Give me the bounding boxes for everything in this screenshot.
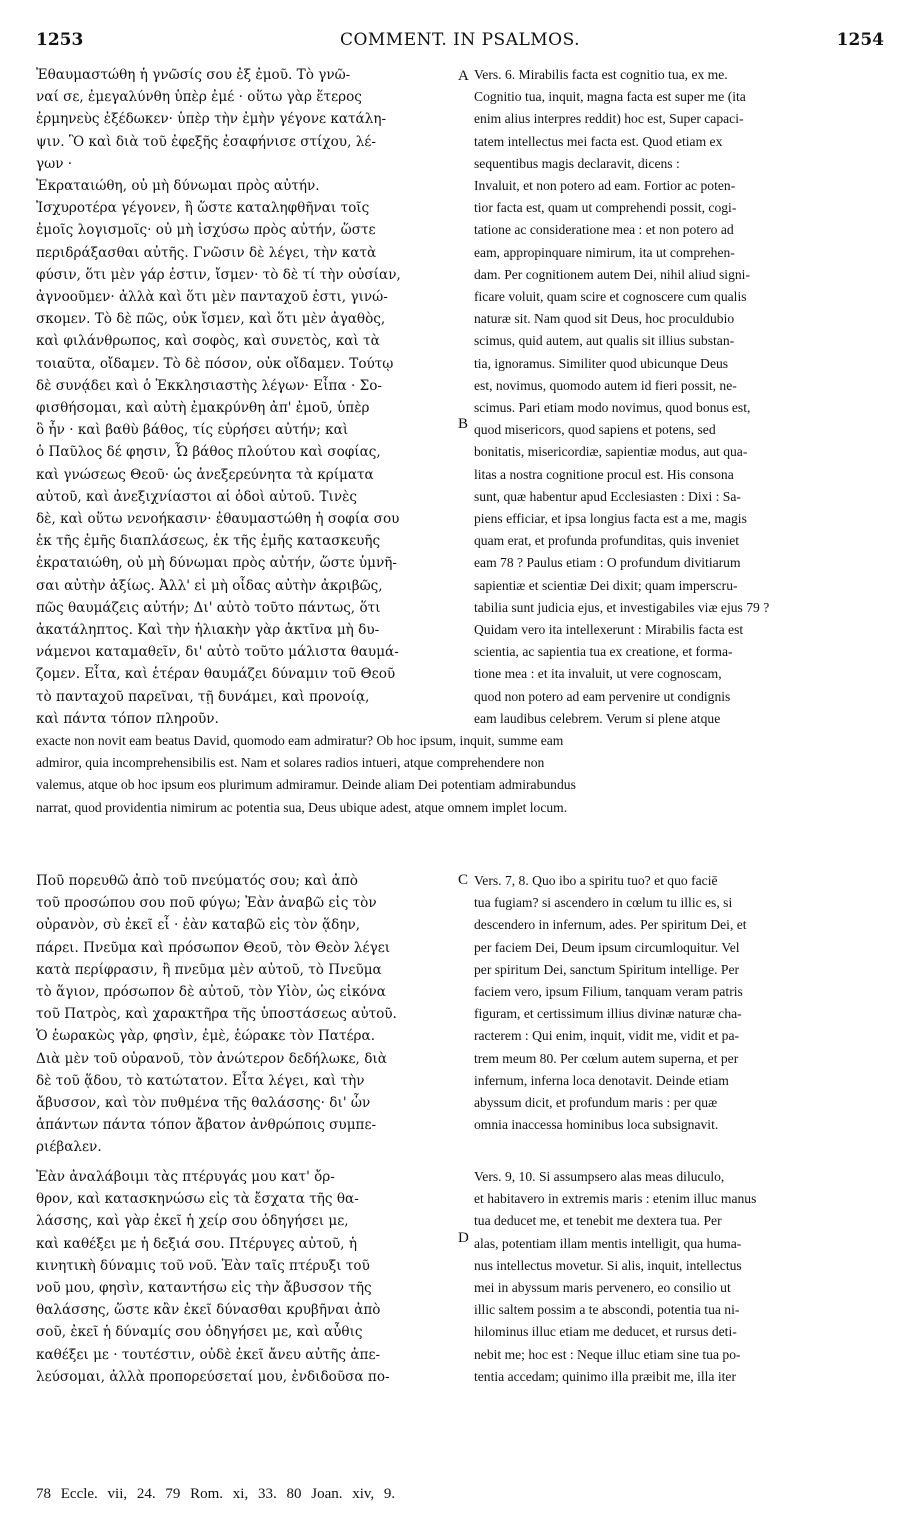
text-line: Vers. 6. Mirabilis facta est cognitio tua, ex me. bbox=[474, 67, 728, 82]
text-line: πάρει. Πνεῦμα καὶ πρόσωπον Θεοῦ, τὸν Θεὸν λέγει bbox=[36, 939, 391, 956]
text-line: τὸ πανταχοῦ παρεῖναι, τῇ δυνάμει, καὶ προνοίᾳ, bbox=[36, 688, 370, 705]
text-line: Vers. 9, 10. Si assumpsero alas meas diluculo, bbox=[474, 1169, 725, 1184]
text-line: δὲ συνᾴδει καὶ ὁ Ἐκκλησιαστὴς λέγων· Εἶπα · Σο- bbox=[36, 377, 383, 394]
page-header bbox=[36, 30, 884, 58]
footnotes: 78 Eccle. vii, 24. 79 Rom. xi, 33. 80 Joan. xiv, 9. bbox=[36, 1486, 396, 1502]
margin-marker-d: D bbox=[458, 1230, 469, 1246]
text-line: dam. Per cognitionem autem Dei, nihil aliud signi- bbox=[474, 266, 750, 282]
text-line: scimus. Pari etiam modo novimus, quod bonus est, bbox=[474, 400, 751, 416]
text-line: enim alius interpres reddit) hoc est, Super capaci- bbox=[474, 111, 744, 127]
text-line: quod non potero ad eam pervenire ut condignis bbox=[474, 688, 731, 704]
text-line: τὸ ἅγιον, πρόσωπον δὲ αὐτοῦ, τὸν Υἱὸν, ὡς εἰκόνα bbox=[36, 984, 386, 1001]
text-line: nus intellectus movetur. Si alis, inquit, intellectus bbox=[474, 1257, 742, 1273]
text-line: καὶ πάντα τόπον πληροῦν. bbox=[36, 710, 219, 727]
full-width-latin-block bbox=[36, 730, 884, 819]
text-line: Ἐὰν ἀναλάβοιμι τὰς πτέρυγάς μου κατ' ὄρ- bbox=[36, 1169, 335, 1185]
text-line: Ὁ ἑωρακὼς γὰρ, φησὶν, ἐμὲ, ἑώρακε τὸν Πατέρα. bbox=[36, 1028, 376, 1045]
text-line: Ἐκραταιώθη, οὐ μὴ δύνωμαι πρὸς αὐτήν. bbox=[36, 178, 320, 195]
latin-column-block-3 bbox=[474, 1166, 884, 1388]
text-line: et habitavero in extremis maris : etenim illuc manus bbox=[474, 1191, 757, 1207]
text-line: eam, appropinquare nimirum, ita ut comprehen- bbox=[474, 244, 735, 260]
greek-column-block-3 bbox=[36, 1166, 456, 1388]
text-line: ἐκραταιώθη, οὐ μὴ δύνωμαι πρὸς αὐτήν, ὥστε ὑμνῆ- bbox=[36, 555, 397, 572]
text-line: ἀγνοοῦμεν· ἀλλὰ καὶ ὅτι μὲν πανταχοῦ ἐστι, γινώ- bbox=[36, 289, 388, 306]
text-line: tatem intellectus mei facta est. Quod etiam ex bbox=[474, 133, 723, 149]
text-line: alas, potentiam illam mentis intelligit, qua huma- bbox=[474, 1235, 742, 1251]
text-line: exacte non novit eam beatus David, quomodo eam admiratur? Ob hoc ipsum, inquit, summe eam bbox=[36, 733, 564, 748]
text-line: tabilia sunt judicia ejus, et investigabiles viæ ejus 79 ? bbox=[474, 599, 770, 615]
text-line: ἐμοῖς λογισμοῖς· οὐ μὴ ἰσχύσω πρὸς αὐτήν, ὥστε bbox=[36, 222, 376, 239]
text-line: οὐρανὸν, σὺ ἐκεῖ εἶ · ἐὰν καταβῶ εἰς τὸν ᾅδην, bbox=[36, 917, 361, 934]
text-line: τοῦ προσώπου σου ποῦ φύγω; Ἐὰν ἀναβῶ εἰς τὸν bbox=[36, 895, 377, 912]
latin-column-block-1 bbox=[474, 64, 884, 730]
text-line: scimus, quid autem, aut qualis sit illius substan- bbox=[474, 333, 735, 349]
text-line: ζομεν. Εἶτα, καὶ ἑτέραν θαυμάζει δύναμιν τοῦ Θεοῦ bbox=[36, 666, 396, 683]
text-line: τοῦ Πατρὸς, καὶ χαρακτῆρα τῆς ὑποστάσεως αὐτοῦ. bbox=[36, 1006, 397, 1023]
text-line: ἑρμηνεὺς ἐξέδωκεν· ὑπὲρ τὴν ἐμὴν γέγονε κατάλη- bbox=[36, 111, 387, 128]
text-line: Ἐθαυμαστώθη ἡ γνῶσίς σου ἐξ ἐμοῦ. Τὸ γνῶ- bbox=[36, 67, 351, 83]
text-line: admiror, quia incomprehensibilis est. Nam et solares radios intueri, atque comprehendere non bbox=[36, 755, 545, 771]
text-line: καθέξει με · τουτέστιν, οὐδὲ ἐκεῖ ἄνευ αὐτῆς ἀπε- bbox=[36, 1346, 381, 1363]
text-line: per spiritum Dei, sanctum Spiritum intellige. Per bbox=[474, 961, 740, 977]
text-line: naturæ sit. Nam quod sit Deus, hoc proculdubio bbox=[474, 311, 735, 327]
text-line: σαι αὐτὴν ἀξίως. Ἀλλ' εἰ μὴ οἶδας αὐτὴν ἀκριβῶς, bbox=[36, 577, 383, 594]
page-number-right: 1254 bbox=[836, 30, 884, 50]
text-line: mei in abyssum maris pervenero, eo consilio ut bbox=[474, 1280, 731, 1296]
margin-marker-c: C bbox=[458, 872, 469, 888]
text-line: piens efficiar, et ipsa longius facta est a me, magis bbox=[474, 511, 747, 527]
text-line: ψιν. Ὃ καὶ διὰ τοῦ ἐφεξῆς ἐσαφήνισε στίχου, λέ- bbox=[36, 133, 376, 150]
text-line: trem meum 80. Per cœlum autem superna, et per bbox=[474, 1050, 739, 1066]
text-line: valemus, atque ob hoc ipsum eos plurimum admiramur. Deinde aliam Dei potentiam admirabundus bbox=[36, 777, 576, 793]
text-line: κινητικὴ δύναμις τοῦ νοῦ. Ἐὰν ταῖς πτέρυξι τοῦ bbox=[36, 1257, 370, 1274]
text-line: γων · bbox=[36, 155, 73, 172]
text-line: σκομεν. Τὸ δὲ πῶς, οὐκ ἴσμεν, καὶ ὅτι μὲν ἀγαθὸς, bbox=[36, 311, 386, 328]
page-number-left: 1253 bbox=[36, 30, 84, 50]
text-line: δὲ τοῦ ᾅδου, τὸ κατώτατον. Εἶτα λέγει, καὶ τὴν bbox=[36, 1072, 365, 1089]
text-line: eam laudibus celebrem. Verum si plene atque bbox=[474, 710, 721, 726]
text-line: tentia accedam; quinimo illa præibit me, illa iter bbox=[474, 1368, 736, 1384]
text-line: νοῦ μου, φησὶν, καταντήσω εἰς τὴν ἄβυσσον τῆς bbox=[36, 1280, 372, 1297]
text-line: tior facta est, quam ut comprehendi possit, cogi- bbox=[474, 200, 737, 216]
text-line: ριέβαλεν. bbox=[36, 1139, 102, 1156]
text-line: eam 78 ? Paulus etiam : O profundum divitiarum bbox=[474, 555, 741, 571]
text-line: narrat, quod providentia nimirum ac potentia sua, Deus ubique adest, atque omnem implet locum. bbox=[36, 799, 568, 815]
text-line: αὐτοῦ, καὶ ἀνεξιχνίαστοι αἱ ὁδοὶ αὐτοῦ. Τινὲς bbox=[36, 488, 357, 505]
text-line: λεύσομαι, ἀλλὰ προπορεύσεταί μου, ἐνδιδοῦσα πο- bbox=[36, 1368, 390, 1385]
text-line: ἀκατάληπτος. Καὶ τὴν ἡλιακὴν γὰρ ἀκτῖνα μὴ δυ- bbox=[36, 622, 380, 639]
text-line: quod misericors, quod sapiens et potens, sed bbox=[474, 422, 716, 438]
text-line: δὲ, καὶ οὕτω νενοήκασιν· ἐθαυμαστώθη ἡ σοφία σου bbox=[36, 511, 400, 528]
text-line: descendero in infernum, ades. Per spiritum Dei, et bbox=[474, 917, 747, 933]
text-line: quam erat, et profunda profunditas, quis inveniet bbox=[474, 533, 740, 549]
text-line: Cognitio tua, inquit, magna facta est super me (ita bbox=[474, 89, 746, 105]
text-line: sapientiæ et scientiæ Dei dixit; quam imperscru- bbox=[474, 577, 738, 593]
text-line: tua fugiam? si ascendero in cœlum tu illic es, si bbox=[474, 895, 733, 911]
text-line: figuram, et certissimum illius divinæ naturæ cha- bbox=[474, 1006, 742, 1022]
text-line: racterem : Qui enim, inquit, vidit me, vidit et pa- bbox=[474, 1028, 740, 1044]
text-line: infernum, inferna loca denotavit. Deinde etiam bbox=[474, 1072, 729, 1088]
text-line: ἁπάντων πάντα τόπον ἄβατον ἀνθρώποις συμπε- bbox=[36, 1117, 377, 1134]
latin-column-block-2 bbox=[474, 870, 884, 1136]
text-line: θρον, καὶ κατασκηνώσω εἰς τὰ ἔσχατα τῆς θα- bbox=[36, 1191, 359, 1208]
text-line: ὃ ἦν · καὶ βαθὺ βάθος, τίς εὑρήσει αὐτήν; καὶ bbox=[36, 422, 349, 439]
text-line: scientia, ac sapientia tua ex creatione, et forma- bbox=[474, 644, 733, 660]
text-line: σοῦ, ἐκεῖ ἡ δύναμίς σου ὁδηγήσει με, καὶ αὖθις bbox=[36, 1324, 363, 1341]
text-line: tione mea : et ita invaluit, ut vere cognoscam, bbox=[474, 666, 722, 682]
text-line: ἄβυσσον, καὶ τὸν πυθμένα τῆς θαλάσσης· δι' ὧν bbox=[36, 1095, 371, 1112]
margin-marker-b: B bbox=[458, 416, 469, 432]
text-line: Ποῦ πορευθῶ ἀπὸ τοῦ πνεύματός σου; καὶ ἀπὸ bbox=[36, 873, 358, 889]
text-line: abyssum dicit, et profundum maris : per quæ bbox=[474, 1095, 718, 1111]
text-line: bonitatis, misericordiæ, sapientiæ modus, aut qua- bbox=[474, 444, 748, 460]
text-line: θαλάσσης, ὥστε κἂν ἐκεῖ δύνασθαι κρυβῆναι ἀπὸ bbox=[36, 1302, 381, 1319]
text-line: faciem vero, ipsum Filium, tanquam veram patris bbox=[474, 984, 743, 1000]
text-line: tatione ac consideratione mea : et non potero ad bbox=[474, 222, 734, 238]
text-line: tia, ignoramus. Similiter quod ubicunque Deus bbox=[474, 355, 729, 371]
text-line: καὶ γνώσεως Θεοῦ· ὡς ἀνεξερεύνητα τὰ κρίματα bbox=[36, 466, 374, 483]
margin-marker-a: A bbox=[458, 68, 469, 84]
text-line: ficare voluit, quam scire et cognoscere cum qualis bbox=[474, 289, 747, 305]
text-line: φύσιν, ὅτι μὲν γάρ ἐστιν, ἴσμεν· τὸ δὲ τί τὴν οὐσίαν, bbox=[36, 266, 401, 283]
text-line: καὶ καθέξει με ἡ δεξιά σου. Πτέρυγες αὐτοῦ, ἡ bbox=[36, 1235, 357, 1252]
text-line: Vers. 7, 8. Quo ibo a spiritu tuo? et quo faciē bbox=[474, 873, 718, 888]
text-line: tua deducet me, et tenebit me dextera tua. Per bbox=[474, 1213, 722, 1229]
text-line: ὁ Παῦλος δέ φησιν, Ὦ βάθος πλούτου καὶ σοφίας, bbox=[36, 444, 381, 461]
text-line: illic saltem possim a te abscondi, potentia tua ni- bbox=[474, 1302, 740, 1318]
text-line: sunt, quæ habentur apud Ecclesiasten : Dixi : Sa- bbox=[474, 488, 741, 504]
text-line: nebit me; hoc est : Neque illuc etiam sine tua po- bbox=[474, 1346, 741, 1362]
text-line: Invaluit, et non potero ad eam. Fortior ac poten- bbox=[474, 178, 736, 194]
text-line: Quidam vero ita intellexerunt : Mirabilis facta est bbox=[474, 622, 744, 638]
text-line: Διὰ μὲν τοῦ οὐρανοῦ, τὸν ἀνώτερον δεδήλωκε, διὰ bbox=[36, 1050, 387, 1067]
text-line: ναί σε, ἐμεγαλύνθη ὑπὲρ ἐμέ · οὕτω γὰρ ἕτερος bbox=[36, 89, 362, 106]
text-line: litas a nostra cognitione procul est. His consona bbox=[474, 466, 734, 482]
greek-column-block-1 bbox=[36, 64, 456, 730]
text-line: φισθήσομαι, καὶ αὐτὴ ἐμακρύνθη ἀπ' ἐμοῦ, ὑπὲρ bbox=[36, 400, 370, 417]
greek-column-block-2 bbox=[36, 870, 456, 1159]
text-line: νάμενοι καταμαθεῖν, δι' αὐτὸ τοῦτο μάλιστα θαυμά- bbox=[36, 644, 399, 661]
text-line: περιδράξασθαι αὐτῆς. Γνῶσιν δὲ λέγει, τὴν κατὰ bbox=[36, 244, 377, 261]
text-line: Ἰσχυροτέρα γέγονεν, ἣ ὥστε καταληφθῆναι τοῖς bbox=[36, 200, 370, 217]
text-line: λάσσης, καὶ γὰρ ἐκεῖ ἡ χείρ σου ὁδηγήσει με, bbox=[36, 1213, 349, 1230]
text-line: ἐκ τῆς ἐμῆς διαπλάσεως, ἐκ τῆς ἐμῆς κατασκευῆς bbox=[36, 533, 381, 550]
text-line: sequentibus magis declaravit, dicens : bbox=[474, 155, 680, 171]
running-title: COMMENT. IN PSALMOS. bbox=[339, 30, 581, 50]
text-line: per faciem Dei, Deum ipsum circumloquitur. Vel bbox=[474, 939, 740, 955]
text-line: καὶ φιλάνθρωπος, καὶ σοφὸς, καὶ συνετὸς, καὶ τὰ bbox=[36, 333, 380, 350]
text-line: πῶς θαυμάζεις αὐτήν; Δι' αὐτὸ τοῦτο πάντως, ὅτι bbox=[36, 599, 381, 616]
text-line: κατὰ περίφρασιν, ἢ πνεῦμα μὲν αὐτοῦ, τὸ Πνεῦμα bbox=[36, 961, 382, 978]
text-line: τοιαῦτα, οἴδαμεν. Τὸ δὲ πόσον, οὐκ οἴδαμεν. Τούτῳ bbox=[36, 355, 394, 372]
text-line: omnia inaccessa hominibus loca subsignavit. bbox=[474, 1117, 719, 1133]
text-line: hilominus illuc etiam me deducet, et rursus deti- bbox=[474, 1324, 737, 1340]
text-line: est, novimus, quomodo autem id fieri possit, ne- bbox=[474, 377, 737, 393]
